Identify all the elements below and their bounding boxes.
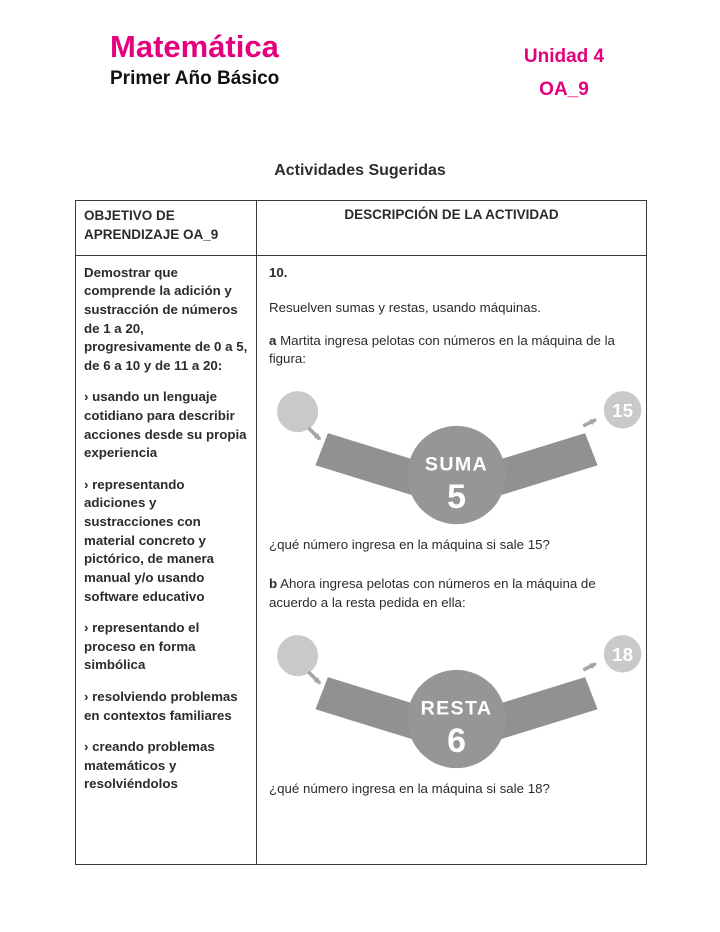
activity-table [75, 200, 647, 865]
objective-column-header: OBJETIVO DE APRENDIZAJE OA_9 [76, 201, 257, 256]
input-ball [277, 635, 318, 676]
objective-bullet: › representando adiciones y sustracciones con material concreto y pictórico, de manera manual y/o usando software educativo [84, 476, 215, 604]
subject-title: Matemática [110, 29, 279, 64]
input-arrow-icon [308, 672, 320, 684]
part-a-text: Martita ingresa pelotas con números en la máquina de la figura: [269, 332, 615, 367]
table-content-row [76, 255, 647, 864]
machine-operation-label: SUMA [424, 453, 489, 476]
activity-intro: Resuelven sumas y restas, usando máquinas. [269, 299, 541, 315]
input-ball [277, 391, 318, 432]
activity-part-a [269, 332, 634, 370]
part-b-label: b [269, 576, 278, 592]
objective-bullet: › resolviendo problemas en contextos familiares [84, 688, 238, 723]
activity-cell [257, 255, 647, 864]
part-a-label: a [269, 332, 277, 348]
output-arrow-icon [583, 664, 596, 670]
output-value: 15 [612, 400, 634, 422]
objective-bullet: › usando un lenguaje cotidiano para describir acciones desde su propia experiencia [84, 389, 247, 461]
machine-operation-label: RESTA [420, 697, 493, 720]
machine-diagram-suma [269, 383, 644, 526]
objective-bullet: › representando el proceso en forma simbólica [84, 620, 200, 673]
oa-code-label: OA_9 [539, 79, 589, 100]
table-header-row [76, 201, 647, 256]
section-title: Actividades Sugeridas [274, 162, 446, 179]
objective-cell [76, 255, 257, 864]
unit-label: Unidad 4 [523, 46, 605, 67]
objective-bullet: › creando problemas matemáticos y resolviéndolos [84, 739, 215, 792]
question-b: ¿qué número ingresa en la máquina si sale 18? [269, 780, 550, 796]
grade-subtitle: Primer Año Básico [110, 68, 280, 90]
question-a: ¿qué número ingresa en la máquina si sale 15? [269, 537, 550, 553]
machine-diagram-resta [269, 627, 644, 770]
activity-part-b [269, 575, 634, 613]
output-value: 18 [612, 643, 634, 665]
input-arrow-icon [308, 428, 320, 440]
part-b-text: Ahora ingresa pelotas con números en la máquina de acuerdo a la resta pedida en ella: [269, 576, 596, 611]
machine-operand-label: 6 [447, 721, 466, 760]
activity-number: 10. [269, 264, 288, 280]
document-header-left [110, 30, 279, 90]
activity-column-header: DESCRIPCIÓN DE LA ACTIVIDAD [257, 201, 647, 256]
objective-intro: Demostrar que comprende la adición y sustracción de números de 1 a 20, progresivamente de 0 a 5, de 6 a 10 y de 11 a 20: [84, 264, 248, 373]
output-arrow-icon [583, 420, 596, 426]
document-header-right [514, 46, 614, 101]
machine-operand-label: 5 [447, 478, 466, 517]
